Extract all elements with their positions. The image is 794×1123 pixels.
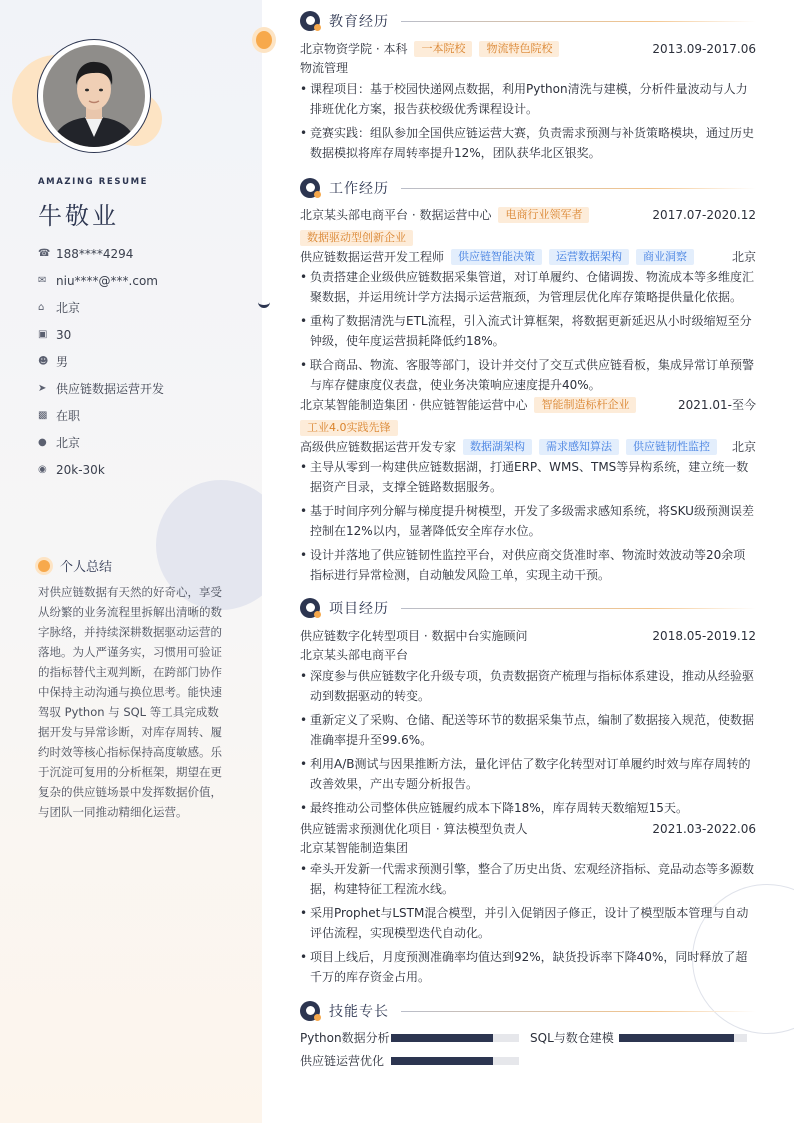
gender-value: 男 (56, 355, 69, 369)
section-badge-icon (300, 598, 320, 618)
list-item: • 课程项目：基于校园快递网点数据，利用Python清洗与建模，分析件量波动与人力排班优化方案，报告获校级优秀课程设计。 (300, 79, 756, 119)
skill-level-fill (391, 1057, 493, 1065)
skills-grid (300, 1029, 756, 1069)
skills-title: 技能专长 (329, 1004, 389, 1020)
mail-icon: ✉ (38, 275, 47, 286)
briefcase-icon: ▩ (38, 410, 48, 421)
info-email (38, 267, 164, 294)
skills-section (300, 1000, 756, 1069)
list-item: • 采用Prophet与LSTM混合模型，并引入促销因子修正，设计了模型版本管理与自动评估流程，实现模型迭代自动化。 (300, 903, 756, 943)
info-gender (38, 348, 164, 375)
info-phone (38, 240, 164, 267)
project-bullets (300, 666, 756, 818)
job-city: 北京 (731, 250, 756, 264)
job-bullets (300, 267, 756, 395)
section-divider (401, 1011, 756, 1012)
summary-text: 对供应链数据有天然的好奇心，享受从纷繁的业务流程里拆解出清晰的数字脉络，并持续深耕数据驱动运营的落地。为人严谨务实，习惯用可验证的指标替代主观判断，在跨部门协作中保持主动沟通与换位思考。能快速驾驭 Python 与 SQL 等工具完成数据开发与异常诊断，对库存周转、履约时效等核心指标保持高度敏感。乐于沉淀可复用的分析框架，期望在更复杂的供应链场景中发挥数据价值，与团队一同推动精细化运营。 (38, 585, 222, 819)
company-tag: 智能制造标杆企业 (534, 397, 636, 413)
skills-header (300, 1000, 756, 1022)
info-target-city (38, 429, 164, 456)
school-tag: 物流特色院校 (479, 41, 559, 57)
summary-dot-icon (38, 560, 50, 572)
resume-tagline: AMAZING RESUME (38, 177, 149, 187)
skill-tag: 供应链智能决策 (451, 249, 542, 265)
avatar (43, 45, 145, 147)
education-section (300, 10, 756, 167)
info-hometown (38, 294, 164, 321)
skill-tag: 运营数据架构 (549, 249, 629, 265)
project-bullets (300, 859, 756, 987)
email-value[interactable]: niu****@***.com (56, 273, 158, 288)
section-divider (401, 608, 756, 609)
phone-value[interactable]: 188****4294 (56, 246, 134, 261)
list-item: • 竞赛实践：组队参加全国供应链运营大赛，负责需求预测与补货策略模块，通过历史数据模拟将库存周转率提升12%，团队获华北区银奖。 (300, 123, 756, 163)
position-name: 高级供应链数据运营开发专家 (300, 440, 457, 454)
skill-name: SQL与数仓建模 (530, 1031, 614, 1045)
skill-name: 供应链运营优化 (300, 1054, 385, 1068)
project-name: 供应链需求预测优化项目 · 算法模型负责人 (300, 822, 528, 836)
job-bullets (300, 457, 756, 585)
work-title: 工作经历 (329, 181, 389, 197)
skill-item (300, 1029, 530, 1046)
section-divider (401, 21, 756, 22)
list-item: • 重新定义了采购、仓储、配送等环节的数据采集节点，编制了数据接入规范，使数据准确率提升至99.6%。 (300, 710, 756, 750)
education-row (300, 39, 756, 59)
skill-tag: 需求感知算法 (539, 439, 619, 455)
salary-value: 20k-30k (56, 462, 105, 477)
list-item: • 牵头开发新一代需求预测引擎，整合了历史出货、宏观经济指标、竞品动态等多源数据，构建特征工程流水线。 (300, 859, 756, 899)
list-item: • 基于时间序列分解与梯度提升树模型，开发了多级需求感知系统，将SKU级预测误差控制在12%以内，显著降低安全库存水位。 (300, 501, 756, 541)
section-badge-icon (300, 1001, 320, 1021)
decor-edge-orange (256, 31, 272, 49)
position-name: 供应链数据运营开发工程师 (300, 250, 445, 264)
age-value: 30 (56, 327, 72, 342)
skill-item (530, 1029, 756, 1046)
school-tag: 一本院校 (414, 41, 472, 57)
info-age (38, 321, 164, 348)
skill-level-fill (619, 1034, 734, 1042)
major: 物流管理 (300, 61, 349, 75)
company-tag: 电商行业领军者 (498, 207, 589, 223)
work-header (300, 177, 756, 199)
info-job-status (38, 402, 164, 429)
job-status-value: 在职 (56, 409, 81, 423)
skill-level-bar (619, 1034, 747, 1042)
company-name: 北京某头部电商平台 · 数据运营中心 (300, 208, 492, 222)
skill-level-bar (391, 1057, 519, 1065)
job-city: 北京 (731, 440, 756, 454)
list-item: • 重构了数据清洗与ETL流程，引入流式计算框架，将数据更新延迟从小时级缩短至分钟级，使年度运营损耗降低约18%。 (300, 311, 756, 351)
skill-tag: 商业洞察 (636, 249, 694, 265)
job-date: 2021.01-至今 (678, 398, 756, 412)
info-salary (38, 456, 164, 483)
projects-title: 项目经历 (329, 601, 389, 617)
education-date: 2013.09-2017.06 (652, 42, 756, 56)
education-bullets (300, 79, 756, 163)
projects-header (300, 597, 756, 619)
info-target-position (38, 375, 164, 402)
job-date: 2017.07-2020.12 (652, 208, 756, 222)
list-item: • 深度参与供应链数字化升级专项，负责数据资产梳理与指标体系建设，推动从经验驱动到数据驱动的转变。 (300, 666, 756, 706)
cake-icon: ▣ (38, 329, 48, 340)
project-row (300, 819, 756, 839)
company-tag: 工业4.0实践先锋 (300, 420, 398, 436)
position-row (300, 247, 756, 267)
project-row (300, 626, 756, 646)
location-pin-icon: ● (38, 437, 47, 448)
list-item: • 项目上线后，月度预测准确率均值达到92%，缺货投诉率下降40%，同时释放了超千万的库存资金占用。 (300, 947, 756, 987)
sidebar (0, 0, 262, 1123)
list-item: • 设计并落地了供应链韧性监控平台，对供应商交货准时率、物流时效波动等20余项指标进行异常检测，自动触发风险工单，实现主动干预。 (300, 545, 756, 585)
summary-title: 个人总结 (60, 560, 113, 575)
home-icon: ⌂ (38, 302, 45, 313)
work-section (300, 177, 756, 589)
section-badge-icon (300, 11, 320, 31)
skill-item (300, 1052, 530, 1069)
skill-level-fill (391, 1034, 493, 1042)
person-icon: ☻ (38, 356, 49, 367)
project-name: 供应链数字化转型项目 · 数据中台实施顾问 (300, 629, 528, 643)
contact-info-list (38, 240, 164, 483)
candidate-name: 牛敬业 (38, 202, 119, 230)
phone-icon: ☎ (38, 248, 51, 259)
skill-level-bar (391, 1034, 519, 1042)
summary-heading (38, 556, 112, 575)
list-item: • 最终推动公司整体供应链履约成本下降18%，库存周转天数缩短15天。 (300, 798, 756, 818)
school-name: 北京物资学院 · 本科 (300, 42, 408, 56)
company-tag-row (300, 416, 756, 436)
skill-tag: 供应链韧性监控 (626, 439, 717, 455)
send-icon: ➤ (38, 383, 47, 394)
project-date: 2018.05-2019.12 (652, 629, 756, 643)
projects-section (300, 597, 756, 991)
list-item: • 联合商品、物流、客服等部门，设计并交付了交互式供应链看板，集成异常订单预警与库存健康度仪表盘，使业务决策响应速度提升40%。 (300, 355, 756, 395)
company-name: 北京某智能制造集团 · 供应链智能运营中心 (300, 398, 528, 412)
decor-edge-navy (258, 296, 270, 308)
education-title: 教育经历 (329, 14, 389, 30)
target-city-value: 北京 (56, 436, 81, 450)
hometown-value: 北京 (56, 301, 81, 315)
skill-tag: 数据湖架构 (463, 439, 532, 455)
salary-icon: ◉ (38, 464, 47, 475)
project-org: 北京某智能制造集团 (300, 841, 409, 855)
skill-name: Python数据分析 (300, 1031, 390, 1045)
job-row (300, 205, 756, 225)
job-row (300, 395, 756, 415)
project-org: 北京某头部电商平台 (300, 648, 409, 662)
section-divider (401, 188, 756, 189)
section-badge-icon (300, 178, 320, 198)
company-tag-row (300, 226, 756, 246)
target-position-value: 供应链数据运营开发 (56, 382, 165, 396)
list-item: • 主导从零到一构建供应链数据湖，打通ERP、WMS、TMS等异构系统，建立统一数据资产目录，支撑全链路数据服务。 (300, 457, 756, 497)
list-item: • 利用A/B测试与因果推断方法，量化评估了数字化转型对订单履约时效与库存周转的改善效果，产出专题分析报告。 (300, 754, 756, 794)
position-row (300, 437, 756, 457)
list-item: • 负责搭建企业级供应链数据采集管道，对订单履约、仓储调拨、物流成本等多维度汇聚数据，并运用统计学方法揭示运营瓶颈，为管理层优化库存策略提供量化依据。 (300, 267, 756, 307)
project-date: 2021.03-2022.06 (652, 822, 756, 836)
company-tag: 数据驱动型创新企业 (300, 230, 413, 246)
education-header (300, 10, 756, 32)
